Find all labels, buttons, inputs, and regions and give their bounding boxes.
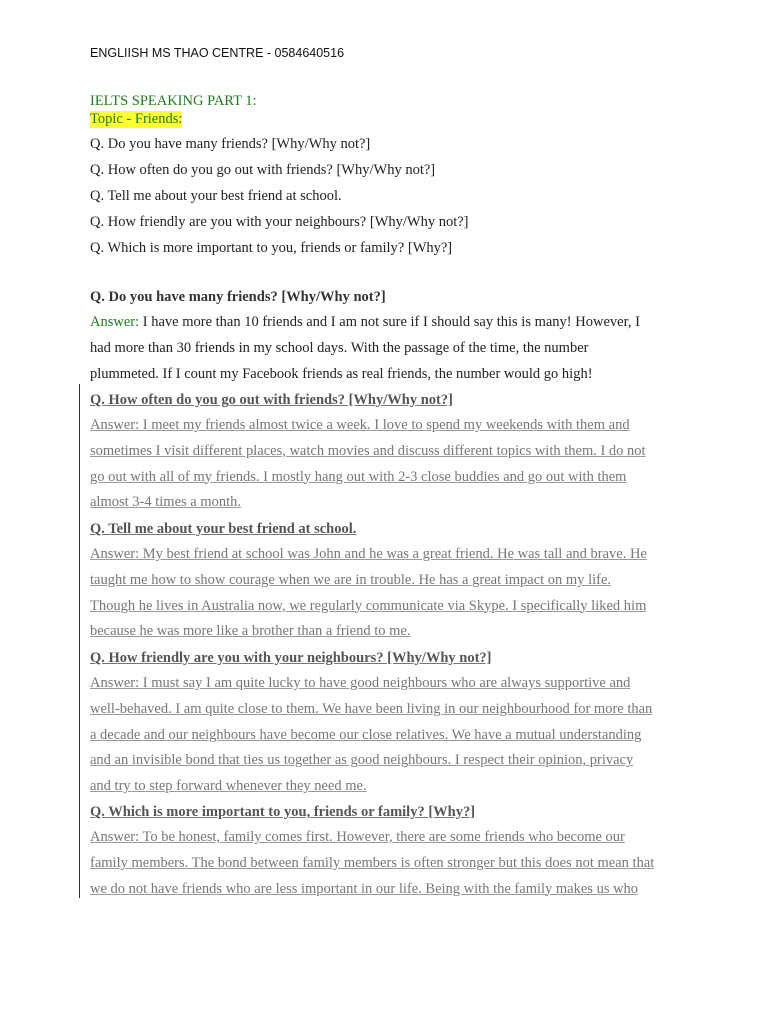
answer-line: go out with all of my friends. I mostly hang out with 2-3 close buddies and go out with them [90,468,627,485]
question-item: Q. Which is more important to you, friends or family? [Why?] [90,240,453,256]
section-go-out [90,387,690,516]
question-item: Q. Tell me about your best friend at school. [90,188,342,204]
section-answer [90,542,690,645]
section-question: Q. Which is more important to you, friends or family? [Why?] [90,804,476,820]
question-item: Q. How friendly are you with your neighbours? [Why/Why not?] [90,214,469,230]
answer-line: Though he lives in Australia now, we regularly communicate via Skype. I specifically liked him [90,597,647,614]
topic-highlight: Topic - Friends: [90,111,183,127]
answer-line: taught me how to show courage when we are in trouble. He has a great impact on my life. [90,571,612,588]
answer-line: had more than 30 friends in my school days. With the passage of the time, the number [90,339,589,356]
section-question: Q. Tell me about your best friend at school. [90,521,357,537]
answer-line: Answer: To be honest, family comes first. However, there are some friends who become our [90,829,625,845]
section-answer [90,413,690,516]
question-item: Q. Do you have many friends? [Why/Why not?] [90,136,371,152]
answer-line: plummeted. If I count my Facebook friends as real friends, the number would go high! [90,365,593,382]
answer-line: we do not have friends who are less important in our life. Being with the family makes us who [90,880,639,897]
page-header: ENGLIISH MS THAO CENTRE - 0584640516 [90,46,345,60]
question-item: Q. How often do you go out with friends? [Why/Why not?] [90,162,436,178]
section-question: Q. Do you have many friends? [Why/Why not?] [90,289,386,305]
answer-line: family members. The bond between family members is often stronger but this does not mean that [90,854,655,871]
answer-line: well-behaved. I am quite close to them. We have been living in our neighbourhood for more than [90,700,653,717]
section-friends-or-family [90,799,690,902]
section-question: Q. How friendly are you with your neighbours? [Why/Why not?] [90,650,492,666]
answer-line: because he was more like a brother than a friend to me. [90,623,411,640]
answer-text: I have more than 10 friends and I am not sure if I should say this is many! However, I [139,314,640,330]
section-answer [90,671,690,800]
answer-line: a decade and our neighbours have become our close relatives. We have a mutual understanding [90,726,642,743]
answer-line: and an invisible bond that ties us together as good neighbours. I respect their opinion, privacy [90,752,634,769]
question-list [90,136,690,266]
section-best-friend [90,516,690,645]
section-answer [90,310,690,387]
answer-line [90,310,690,336]
revision-bar [79,384,80,898]
section-answer [90,825,690,902]
part-title: IELTS SPEAKING PART 1: [90,93,257,109]
answer-line: almost 3-4 times a month. [90,494,242,511]
answer-line: Answer: I must say I am quite lucky to have good neighbours who are always supportive and [90,675,631,691]
answer-label: Answer: [90,314,140,330]
answer-line: and try to step forward whenever they need me. [90,778,367,795]
answer-line: Answer: My best friend at school was John and he was a great friend. He was tall and brave. He [90,546,647,562]
answer-line: sometimes I visit different places, watch movies and discuss different topics with them. I do not [90,442,646,459]
section-many-friends [90,284,690,387]
section-question: Q. How often do you go out with friends? [Why/Why not?] [90,392,453,408]
section-neighbours [90,645,690,800]
answer-line: Answer: I meet my friends almost twice a week. I love to spend my weekends with them and [90,417,630,433]
